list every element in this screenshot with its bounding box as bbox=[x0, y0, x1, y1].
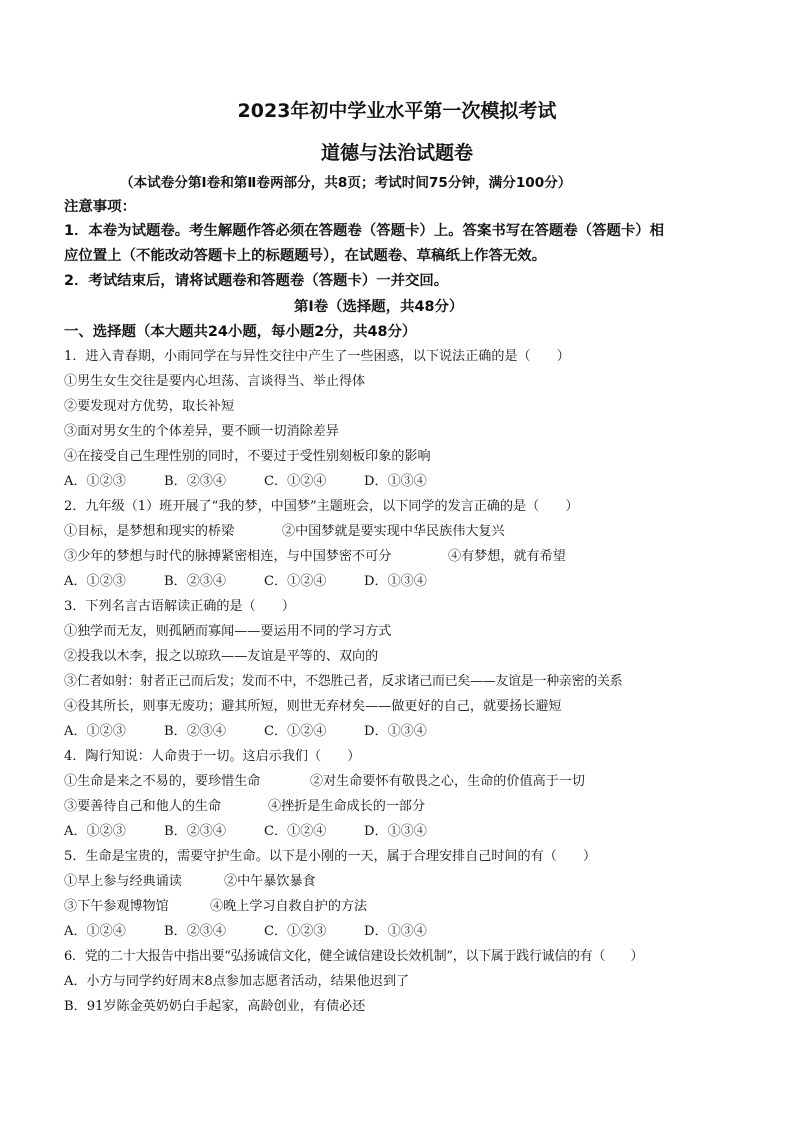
question-3-option-c: C．①②④ bbox=[264, 724, 327, 739]
part1-heading: 第Ⅰ卷（选择题，共48分） bbox=[294, 299, 464, 315]
question-4-option-b: B．②③④ bbox=[164, 824, 226, 839]
question-1-option-c: C．①②④ bbox=[264, 474, 327, 489]
question-1-statement-3: ③面对男女生的个体差异，要不顾一切消除差异 bbox=[64, 424, 339, 439]
question-3-statement-1: ①独学而无友，则孤陋而寡闻——要运用不同的学习方式 bbox=[64, 624, 392, 639]
question-2-statement-2: ②中国梦就是要实现中华民族伟大复兴 bbox=[282, 524, 505, 539]
exam-info: （本试卷分第Ⅰ卷和第Ⅱ卷两部分，共8页；考试时间75分钟，满分100分） bbox=[120, 175, 572, 191]
exam-subtitle: 道德与法治试题卷 bbox=[320, 142, 473, 164]
question-1-option-a: A．①②③ bbox=[64, 474, 126, 489]
question-3-option-a: A．①②③ bbox=[64, 724, 126, 739]
question-6-option-a: A．小方与同学约好周末8点参加志愿者活动，结果他迟到了 bbox=[64, 974, 410, 989]
question-4-stem: 4．陶行知说：人命贵于一切。这启示我们（ ） bbox=[64, 749, 361, 764]
question-4-option-c: C．①②④ bbox=[264, 824, 327, 839]
notice-item-1-line-2: 应位置上（不能改动答题卡上的标题题号），在试题卷、草稿纸上作答无效。 bbox=[64, 248, 547, 264]
question-4-option-d: D．①③④ bbox=[364, 824, 427, 839]
question-1-statement-2: ②要发现对方优势，取长补短 bbox=[64, 399, 235, 414]
question-4-statement-1: ①生命是来之不易的，要珍惜生命 bbox=[64, 774, 261, 789]
exam-title: 2023年初中学业水平第一次模拟考试 bbox=[237, 100, 557, 122]
question-2-option-c: C．①②④ bbox=[264, 574, 327, 589]
question-1-statement-1: ①男生女生交往是要内心坦荡、言谈得当、举止得体 bbox=[64, 374, 366, 389]
question-5-option-b: B．②③④ bbox=[164, 924, 226, 939]
question-3-option-b: B．②③④ bbox=[164, 724, 226, 739]
question-5-option-c: C．①②③ bbox=[264, 924, 327, 939]
question-4-statement-2: ②对生命要怀有敬畏之心，生命的价值高于一切 bbox=[310, 774, 585, 789]
notice-item-2: 2．考试结束后，请将试题卷和答题卷（答题卡）一并交回。 bbox=[64, 273, 449, 289]
question-2-option-b: B．②③④ bbox=[164, 574, 226, 589]
question-4-statement-4: ④挫折是生命成长的一部分 bbox=[268, 799, 426, 814]
question-5-statement-3: ③下午参观博物馆 bbox=[64, 899, 169, 914]
question-5-statement-2: ②中午暴饮暴食 bbox=[224, 874, 316, 889]
question-2-statement-1: ①目标，是梦想和现实的桥梁 bbox=[64, 524, 235, 539]
question-3-stem: 3．下列名言古语解读正确的是（ ） bbox=[64, 599, 295, 614]
question-4-option-a: A．①②③ bbox=[64, 824, 126, 839]
question-2-option-a: A．①②③ bbox=[64, 574, 126, 589]
question-5-option-d: D．①③④ bbox=[364, 924, 427, 939]
question-2-option-d: D．①③④ bbox=[364, 574, 427, 589]
question-2-statement-4: ④有梦想，就有希望 bbox=[448, 549, 566, 564]
section-heading: 一、选择题（本大题共24小题，每小题2分，共48分） bbox=[64, 324, 417, 340]
question-5-statement-4: ④晚上学习自救自护的方法 bbox=[210, 899, 368, 914]
question-5-statement-1: ①早上参与经典诵读 bbox=[64, 874, 182, 889]
question-3-statement-4: ④役其所长，则事无废功；避其所短，则世无弃材矣——做更好的自己，就要扬长避短 bbox=[64, 699, 562, 714]
question-6-option-b: B．91岁陈金英奶奶白手起家，高龄创业，有债必还 bbox=[64, 999, 366, 1014]
question-2-stem: 2．九年级（1）班开展了“我的梦，中国梦”主题班会，以下同学的发言正确的是（ ） bbox=[64, 499, 579, 514]
question-2-statement-3: ③少年的梦想与时代的脉搏紧密相连，与中国梦密不可分 bbox=[64, 549, 392, 564]
question-3-option-d: D．①③④ bbox=[364, 724, 427, 739]
question-1-stem: 1．进入青春期，小雨同学在与异性交往中产生了一些困惑，以下说法正确的是（ ） bbox=[64, 349, 570, 364]
question-6-stem: 6．党的二十大报告中指出要“弘扬诚信文化，健全诚信建设长效机制”，以下属于践行诚信的有（ ） bbox=[64, 949, 644, 964]
question-3-statement-2: ②投我以木李，报之以琼玖——友谊是平等的、双向的 bbox=[64, 649, 379, 664]
question-5-stem: 5．生命是宝贵的，需要守护生命。以下是小刚的一天，属于合理安排自己时间的有（ ） bbox=[64, 849, 597, 864]
question-3-statement-3: ③仁者如射：射者正己而后发；发而不中，不怨胜己者，反求诸己而已矣——友谊是一种亲密的关系 bbox=[64, 674, 623, 689]
question-1-option-d: D．①③④ bbox=[364, 474, 427, 489]
notice-heading: 注意事项： bbox=[64, 199, 136, 215]
notice-item-1-line-1: 1．本卷为试题卷。考生解题作答必须在答题卷（答题卡）上。答案书写在答题卷（答题卡）相 bbox=[64, 223, 665, 239]
question-1-option-b: B．②③④ bbox=[164, 474, 226, 489]
question-1-statement-4: ④在接受自己生理性别的同时，不要过于受性别刻板印象的影响 bbox=[64, 449, 431, 464]
question-4-statement-3: ③要善待自己和他人的生命 bbox=[64, 799, 222, 814]
question-5-option-a: A．①②④ bbox=[64, 924, 126, 939]
